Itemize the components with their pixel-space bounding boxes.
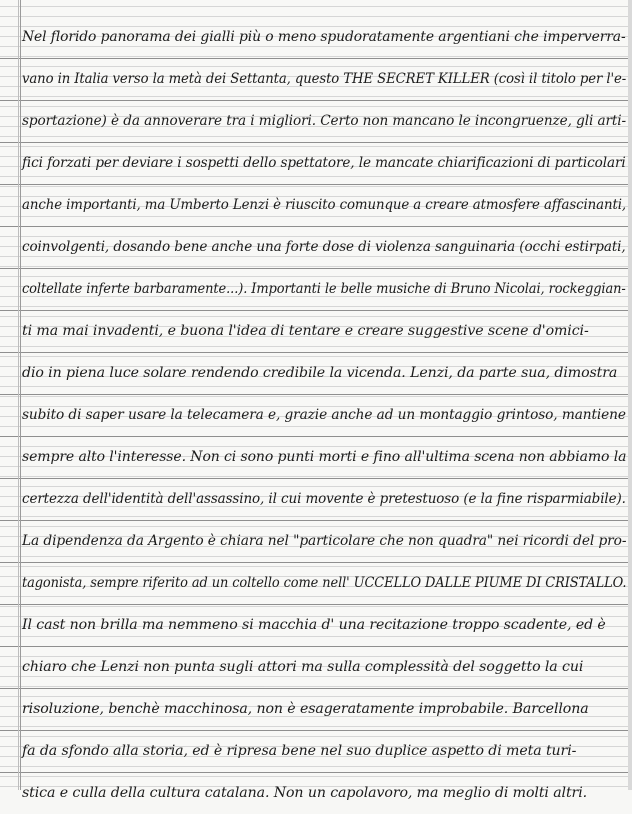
handwritten-review-text (22, 16, 628, 814)
text-line: coinvolgenti, dosando bene anche una forte dose di violenza sanguinaria (occhi estirpati, (22, 239, 626, 255)
text-line: subito di saper usare la telecamera e, grazie anche ad un montaggio grintoso, mantiene (22, 407, 626, 423)
text-line: risoluzione, benchè macchinosa, non è esageratamente improbabile. Barcellona (22, 701, 589, 717)
text-line: fa da sfondo alla storia, ed è ripresa bene nel suo duplice aspetto di meta turi- (22, 743, 577, 759)
text-line: ti ma mai invadenti, e buona l'idea di tentare e creare suggestive scene d'omici- (22, 323, 589, 339)
text-line: dio in piena luce solare rendendo credibile la vicenda. Lenzi, da parte sua, dimostra (22, 365, 618, 381)
text-line: sportazione) è da annoverare tra i migliori. Certo non mancano le incongruenze, gli arti- (22, 113, 627, 129)
page-right-edge (628, 0, 632, 790)
text-line: Il cast non brilla ma nemmeno si macchia d' una recitazione troppo scadente, ed è (22, 617, 606, 633)
text-line: stica e culla della cultura catalana. Non un capolavoro, ma meglio di molti altri. (22, 785, 588, 801)
text-line: fici forzati per deviare i sospetti dello spettatore, le mancate chiarificazioni di particolari (22, 155, 626, 171)
text-line: sempre alto l'interesse. Non ci sono punti morti e fino all'ultima scena non abbiamo la (22, 449, 627, 465)
text-line: vano in Italia verso la metà dei Settanta, questo THE SECRET KILLER (così il titolo per l'e- (22, 71, 627, 87)
text-line: certezza dell'identità dell'assassino, il cui movente è pretestuoso (e la fine risparmiabile). (22, 491, 626, 507)
text-line: Nel florido panorama dei gialli più o meno spudoratamente argentiani che imperverra- (22, 29, 626, 45)
text-line: anche importanti, ma Umberto Lenzi è riuscito comunque a creare atmosfere affascinanti, (22, 197, 627, 213)
text-line: tagonista, sempre riferito ad un coltello come nell' UCCELLO DALLE PIUME DI CRISTALLO. (22, 575, 627, 591)
margin-line (20, 0, 21, 790)
margin-line-secondary (18, 0, 19, 790)
text-line: chiaro che Lenzi non punta sugli attori ma sulla complessità del soggetto la cui (22, 659, 584, 675)
text-line: La dipendenza da Argento è chiara nel "particolare che non quadra" nei ricordi del pro- (22, 533, 627, 549)
text-line: coltellate inferte barbaramente...). Importanti le belle musiche di Bruno Nicolai, rockeggian- (22, 281, 626, 297)
